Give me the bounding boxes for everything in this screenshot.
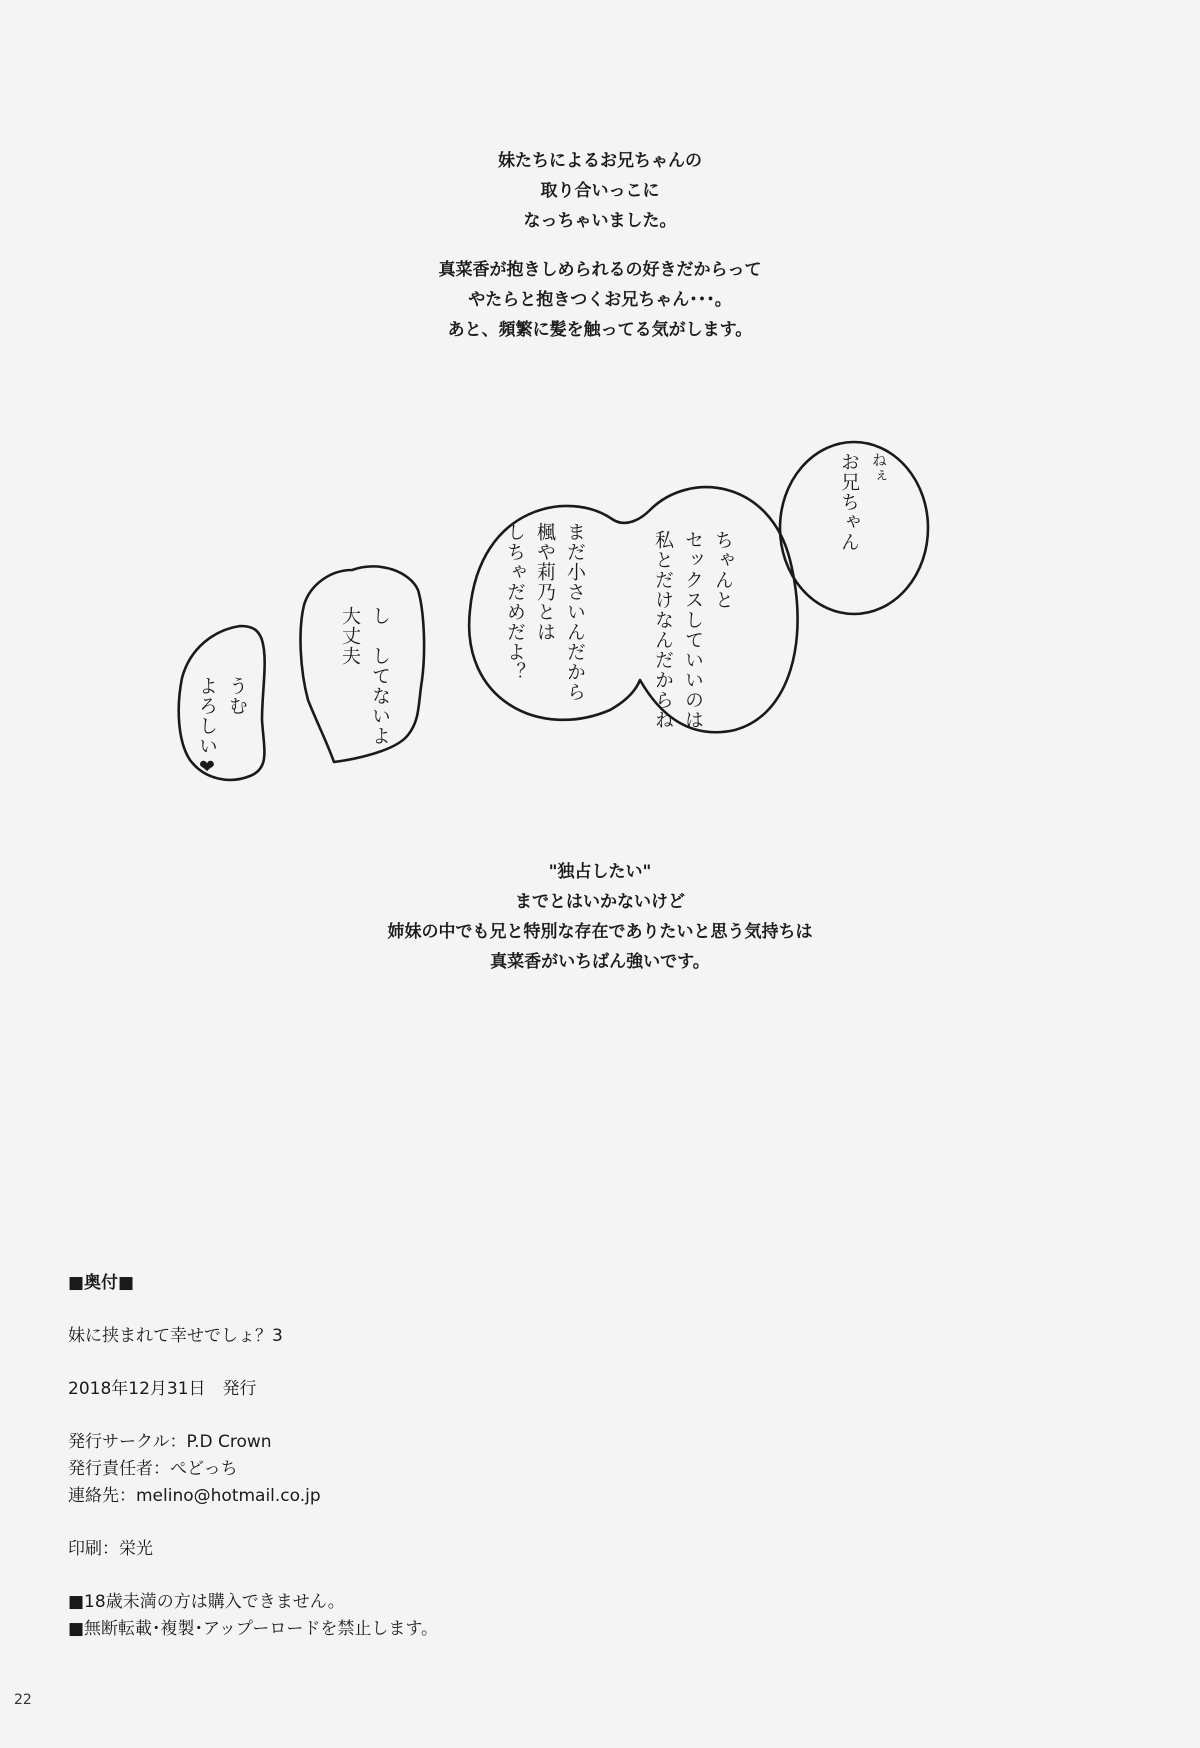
closing-line: 姉妹の中でも兄と特別な存在でありたいと思う気持ちは bbox=[387, 922, 813, 942]
bubble-mada bbox=[500, 522, 590, 702]
bubble-line: うむ bbox=[226, 676, 248, 716]
bubble-line: 私とだけなんだからね bbox=[652, 530, 674, 730]
bubble-umu bbox=[192, 676, 252, 779]
bubble-line: セックスしていいのは bbox=[682, 530, 704, 730]
closing-line: までとはいかないけど bbox=[515, 892, 685, 912]
contact-email: 連絡先：melino@hotmail.co.jp bbox=[68, 1486, 321, 1506]
bubble-line: 大丈夫 bbox=[339, 606, 361, 666]
bubble-line: よろしい❤ bbox=[196, 676, 218, 779]
colophon-heading: ■奥付■ bbox=[68, 1273, 135, 1293]
responsible-editor: 発行責任者：ぺどっち bbox=[68, 1459, 238, 1479]
colophon bbox=[68, 1270, 438, 1643]
intro-line: なっちゃいました。 bbox=[523, 211, 677, 231]
bubble-nee bbox=[834, 452, 894, 552]
bubble-line: し してないよ bbox=[369, 606, 391, 746]
copyright-notice: ■無断転載･複製･アップーロードを禁止します。 bbox=[68, 1619, 439, 1639]
publishing-circle: 発行サークル：P.D Crown bbox=[68, 1432, 272, 1452]
closing-line: "独占したい" bbox=[548, 862, 652, 882]
closing-paragraph bbox=[0, 857, 1200, 977]
intro-line: あと、頻繁に髪を触ってる気がします。 bbox=[447, 320, 753, 340]
speech-bubbles-drawing bbox=[0, 0, 1200, 800]
intro-line: やたらと抱きつくお兄ちゃん･･･。 bbox=[468, 290, 732, 310]
bubble-line: しちゃだめだよ？ bbox=[504, 522, 526, 682]
bubble-shiteinai bbox=[335, 606, 395, 746]
page-number: 22 bbox=[14, 1692, 32, 1708]
bubble-chanto bbox=[648, 530, 738, 730]
publish-date: 2018年12月31日 発行 bbox=[68, 1379, 257, 1399]
bubble-line: 楓や莉乃とは bbox=[534, 522, 556, 642]
book-title: 妹に挟まれて幸せでしょ？3 bbox=[68, 1326, 283, 1346]
bubble-line: ねぇ bbox=[870, 452, 888, 484]
age-notice: ■18歳未満の方は購入できません。 bbox=[68, 1592, 345, 1612]
closing-line: 真菜香がいちばん強いです。 bbox=[490, 952, 710, 972]
printer: 印刷：栄光 bbox=[68, 1539, 153, 1559]
intro-line: 真菜香が抱きしめられるの好きだからって bbox=[438, 260, 762, 280]
intro-line: 取り合いっこに bbox=[540, 181, 660, 201]
bubble-line: まだ小さいんだから bbox=[564, 522, 586, 702]
intro-line: 妹たちによるお兄ちゃんの bbox=[498, 151, 702, 171]
bubble-line: お兄ちゃん bbox=[838, 452, 860, 552]
bubble-line: ちゃんと bbox=[712, 530, 734, 610]
